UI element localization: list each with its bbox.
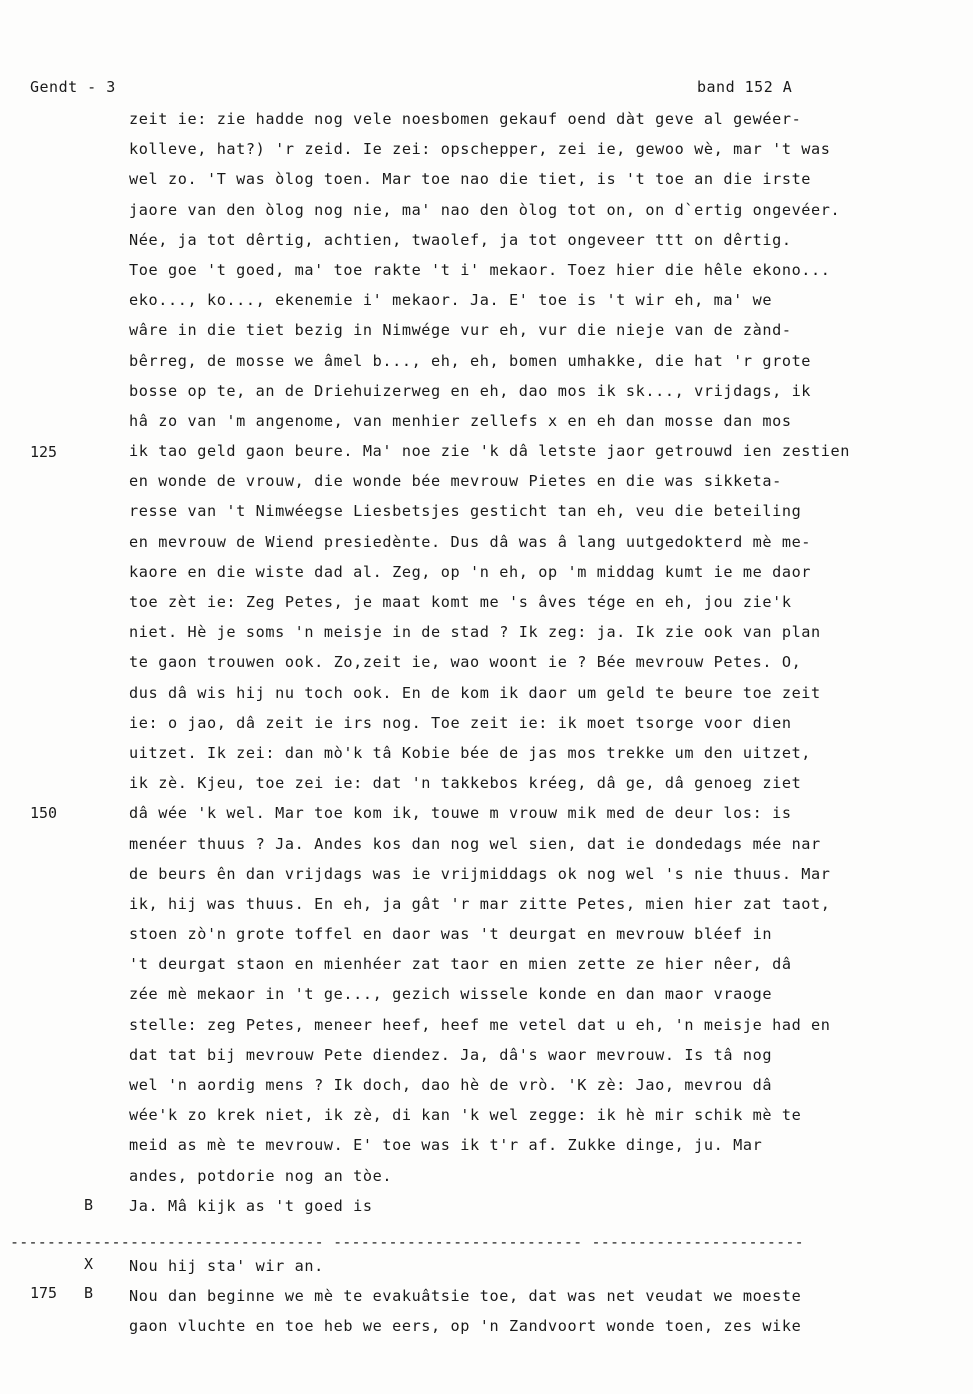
transcript-line: Nou dan beginne we mè te evakuâtsie toe, dat was net veudat we moeste xyxy=(129,1287,802,1306)
transcript-line: kaore en die wiste dad al. Zeg, op 'n eh, op 'm middag kumt ie me daor xyxy=(129,562,812,581)
header-tape-number: band 152 A xyxy=(697,78,793,96)
transcript-line: stoen zò'n grote toffel en daor was 't deurgat en mevrouw bléef in xyxy=(129,925,773,944)
transcript-line: ik tao geld gaon beure. Ma' noe zie 'k dâ letste jaor getrouwd ien zestien xyxy=(129,442,851,461)
transcript-line: menéer thuus ? Ja. Andes kos dan nog wel sien, dat ie dondedags mée nar xyxy=(129,834,821,853)
transcript-line: en mevrouw de Wiend presiedènte. Dus dâ was â lang uutgedokterd mè me- xyxy=(129,532,812,551)
transcript-line: Toe goe 't goed, ma' toe rakte 't i' mekaor. Toez hier die hêle ekono... xyxy=(129,260,831,279)
transcript-line: bêrreg, de mosse we âmel b..., eh, eh, bomen umhakke, die hat 'r grote xyxy=(129,351,812,370)
transcript-line: de beurs ên dan vrijdags was ie vrijmiddags ok nog wel 's nie thuus. Mar xyxy=(129,864,831,883)
transcript-line: wel 'n aordig mens ? Ik doch, dao hè de vrò. 'K zè: Jao, mevrou dâ xyxy=(129,1076,773,1094)
transcript-line: en wonde de vrouw, die wonde bée mevrouw Pietes en die was sikketa- xyxy=(129,472,782,491)
transcript-line: eko..., ko..., ekenemie i' mekaor. Ja. E' toe is 't wir eh, ma' we xyxy=(129,291,773,310)
line-number-150: 150 xyxy=(30,804,58,822)
transcript-line: stelle: zeg Petes, meneer heef, heef me vetel dat u eh, 'n meisje had en xyxy=(129,1015,831,1034)
transcript-line: niet. Hè je soms 'n meisje in de stad ? Ik zeg: ja. Ik zie ook van plan xyxy=(129,623,821,642)
transcript-line: Nou hij sta' wir an. xyxy=(129,1257,324,1275)
transcript-line: meid as mè te mevrouw. E' toe was ik t'r af. Zukke dinge, ju. Mar xyxy=(129,1136,763,1155)
transcript-line: 't deurgat staon en mienhéer zat taor en mien zette ze hier nêer, dâ xyxy=(129,955,792,974)
transcript-line: dat tat bij mevrouw Pete diendez. Ja, dâ's waor mevrouw. Is tâ nog xyxy=(129,1045,773,1064)
transcript-line: toe zèt ie: Zeg Petes, je maat komt me 's âves tége en eh, jou zie'k xyxy=(129,593,792,611)
speaker-label: B xyxy=(84,1196,94,1214)
speaker-label: B xyxy=(84,1284,94,1302)
transcript-line: dâ wée 'k wel. Mar toe kom ik, touwe m vrouw mik med de deur los: is xyxy=(129,804,792,823)
transcript-line: uitzet. Ik zei: dan mò'k tâ Kobie bée de jas mos trekke um den uitzet, xyxy=(129,743,812,762)
transcript-line: wel zo. 'T was òlog toen. Mar toe nao die tiet, is 't toe an die irste xyxy=(129,170,812,189)
transcript-line: gaon vluchte en toe heb we eers, op 'n Zandvoort wonde toen, zes wike xyxy=(129,1317,802,1336)
transcript-continuation xyxy=(129,1255,959,1346)
transcript-line: wâre in die tiet bezig in Nimwége vur eh, vur die nieje van de zànd- xyxy=(129,321,792,340)
transcript-line: andes, potdorie nog an tòe. xyxy=(129,1166,393,1185)
transcript-line: te gaon trouwen ook. Zo,zeit ie, wao woont ie ? Bée mevrouw Petes. O, xyxy=(129,653,802,672)
transcript-line: zeit ie: zie hadde nog vele noesbomen gekauf oend dàt geve al gewéer- xyxy=(129,110,802,128)
transcript-line: ik zè. Kjeu, toe zei ie: dat 'n takkebos kréeg, dâ ge, dâ genoeg ziet xyxy=(129,774,802,793)
speaker-label: X xyxy=(84,1255,94,1273)
transcript-line: hâ zo van 'm angenome, van menhier zellefs x en eh dan mosse dan mos xyxy=(129,411,792,430)
transcript-line: ik, hij was thuus. En eh, ja gât 'r mar zitte Petes, mien hier zat taot, xyxy=(129,894,831,913)
transcript-line: jaore van den òlog nog nie, ma' nao den òlog tot on, on d`ertig ongevéer. xyxy=(129,200,841,219)
transcript-body xyxy=(129,108,959,1225)
section-divider: ---------------------------------- --------------------------- ----------------------- xyxy=(10,1233,804,1251)
header-location: Gendt - 3 xyxy=(30,78,116,96)
transcript-line: dus dâ wis hij nu toch ook. En de kom ik daor um geld te beure toe zeit xyxy=(129,683,821,702)
transcript-line: Ja. Mâ kijk as 't goed is xyxy=(129,1196,373,1215)
line-number-175: 175 xyxy=(30,1284,58,1302)
transcript-line: Née, ja tot dêrtig, achtien, twaolef, ja tot ongeveer ttt on dêrtig. xyxy=(129,230,792,249)
line-number-125: 125 xyxy=(30,443,58,461)
transcript-line: ie: o jao, dâ zeit ie irs nog. Toe zeit ie: ik moet tsorge voor dien xyxy=(129,713,792,732)
transcript-line: kolleve, hat?) 'r zeid. Ie zei: opschepper, zei ie, gewoo wè, mar 't was xyxy=(129,140,831,159)
transcript-line: zée mè mekaor in 't ge..., gezich wissele konde en dan maor vraoge xyxy=(129,985,773,1004)
transcript-line: wée'k zo krek niet, ik zè, di kan 'k wel zegge: ik hè mir schik mè te xyxy=(129,1106,802,1125)
transcript-line: resse van 't Nimwéegse Liesbetsjes gesticht tan eh, veu die beteiling xyxy=(129,502,802,521)
transcript-line: bosse op te, an de Driehuizerweg en eh, dao mos ik sk..., vrijdags, ik xyxy=(129,381,812,400)
